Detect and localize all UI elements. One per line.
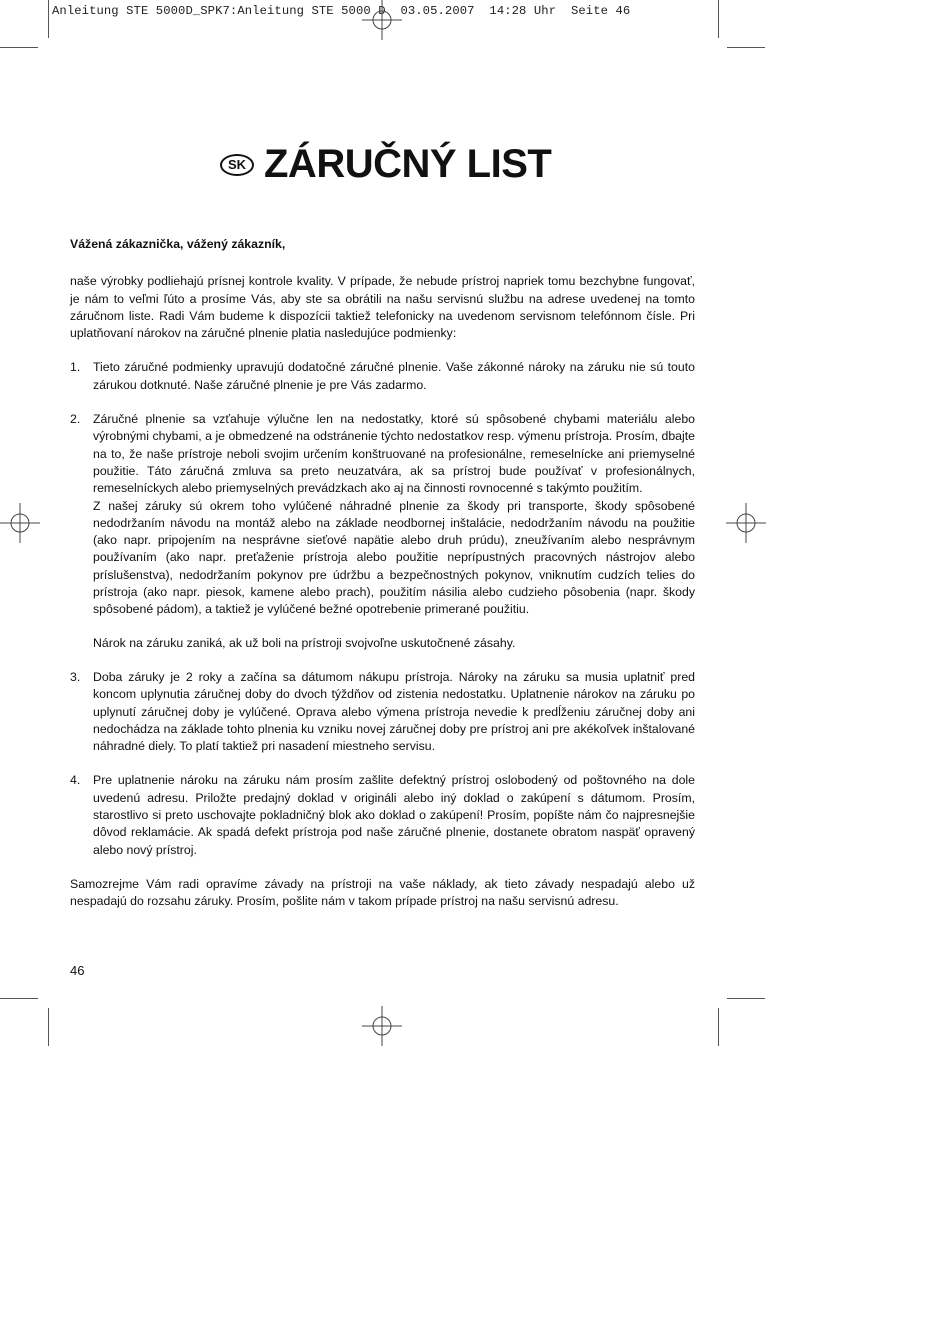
crop-mark bbox=[48, 1008, 49, 1046]
item-paragraph: Doba záruky je 2 roky a začína sa dátumom nákupu prístroja. Nároky na záruku sa musia uplatniť pred koncom uplynutia záručnej doby do dvoch týždňov od zistenia nedostatku. Uplatnenie nárokov na záruku po uplynutí záručnej doby je vylúčené. Oprava alebo výmena prístroja nevedie k predĺženiu záručnej doby ani nedochádza na základe tohto plnenia ku vzniku novej záručnej doby pre prístroj ani pre akékoľvek inštalované náhradné diely. To platí taktiež pri nasadení miestneho servisu. bbox=[93, 669, 695, 754]
warranty-content bbox=[70, 236, 695, 911]
print-slug: Anleitung STE 5000D_SPK7:Anleitung STE 5000 D 03.05.2007 14:28 Uhr Seite 46 bbox=[52, 4, 631, 18]
item-number: 4. bbox=[70, 773, 81, 788]
crop-mark bbox=[718, 0, 719, 38]
item-paragraph: Tieto záručné podmienky upravujú dodatočné záručné plnenie. Vaše zákonné nároky na záruku nie sú touto zárukou dotknuté. Naše záručné plnenie je pre Vás zadarmo. bbox=[93, 360, 695, 392]
page-title bbox=[220, 142, 551, 187]
closing-paragraph: Samozrejme Vám radi opravíme závady na prístroji na vaše náklady, ak tieto závady nespadajú alebo už nespadajú do rozsahu záruky. Prosím, pošlite nám v takom prípade prístroj na našu servisnú adresu. bbox=[70, 876, 695, 909]
item-number: 2. bbox=[70, 412, 81, 427]
list-item bbox=[70, 411, 695, 652]
item-number: 3. bbox=[70, 669, 81, 684]
crop-mark bbox=[0, 998, 38, 999]
crop-mark bbox=[718, 1008, 719, 1046]
registration-mark-icon bbox=[726, 503, 766, 543]
item-paragraph: Nárok na záruku zaniká, ak už boli na prístroji svojvoľne uskutočnené zásahy. bbox=[93, 635, 516, 650]
page-number: 46 bbox=[70, 963, 85, 978]
list-item bbox=[70, 359, 695, 394]
intro-paragraph: naše výrobky podliehajú prísnej kontrole kvality. V prípade, že nebude prístroj napriek tomu bezchybne fungovať, je nám to veľmi ľúto a prosíme Vás, aby ste sa obrátili na našu servisnú službu na adrese uvedenej na tomto záručnom liste. Radi Vám budeme k dispozícii taktiež telefonicky na uvedenom servisnom telefónnom čísle. Pri uplatňovaní nárokov na záručné plnenie platia nasledujúce podmienky: bbox=[70, 274, 695, 341]
crop-mark bbox=[48, 0, 49, 38]
title-text: ZÁRUČNÝ LIST bbox=[264, 142, 552, 186]
registration-mark-icon bbox=[0, 503, 40, 543]
registration-mark-icon bbox=[362, 1006, 402, 1046]
list-item bbox=[70, 669, 695, 755]
item-number: 1. bbox=[70, 360, 81, 375]
list-item bbox=[70, 772, 695, 858]
greeting: Vážená zákaznička, vážený zákazník, bbox=[70, 237, 286, 251]
item-paragraph: Z našej záruky sú okrem toho vylúčené náhradné plnenie za škody pri transporte, škody spôsobené nedodržaním návodu na montáž alebo na základe neodbornej inštalácie, nedodržaním návodu na použitie (ako napr. pripojením na nesprávne sieťové napätie alebo druh prúdu), zneužívaním alebo nesprávnym používaním (ako napr. preťaženie prístroja alebo použitie neprípustných pracovných nástrojov alebo príslušenstva), nedodržaním pokynov pre údržbu a bezpečnostných pokynov, vniknutím cudzích telies do prístroja (ako napr. piesok, kamene alebo prach), použitím násilia alebo cudzieho pôsobenia (napr. škody spôsobené pádom), a taktiež je vylúčené bežné opotrebenie primerané použitiu. bbox=[93, 498, 695, 617]
language-badge: SK bbox=[220, 154, 254, 176]
item-paragraph: Pre uplatnenie nároku na záruku nám prosím zašlite defektný prístroj oslobodený od poštovného na dole uvedenú adresu. Priložte predajný doklad v origináli alebo iný doklad o zakúpení s dátumom. Prosím, starostlivo si preto uschovajte pokladničný blok ako doklad o zakúpení! Prosím, popíšte nám čo najpresnejšie dôvod reklamácie. Ak spadá defekt prístroja pod naše záručné plnenie, dostanete obratom naspäť opravený alebo nový prístroj. bbox=[93, 773, 695, 857]
item-paragraph: Záručné plnenie sa vzťahuje výlučne len na nedostatky, ktoré sú spôsobené chybami materiálu alebo výrobnými chybami, a je obmedzené na odstránenie týchto nedostatkov resp. výmenu prístroja. Prosím, dbajte na to, že naše prístroje neboli svojim určením konštruované na profesionálne, remeselnícke ani priemyselné použitie. Táto záručná zmluva sa preto neuzatvára, ak sa prístroj bude používať v profesionálnych, remeselníckych alebo priemyselných prevádzkach ako aj na činnosti rovnocenné s takýmto použitím. bbox=[93, 412, 695, 496]
crop-mark bbox=[727, 998, 765, 999]
crop-mark bbox=[727, 47, 765, 48]
registration-mark-icon bbox=[362, 0, 402, 40]
crop-mark bbox=[0, 47, 38, 48]
